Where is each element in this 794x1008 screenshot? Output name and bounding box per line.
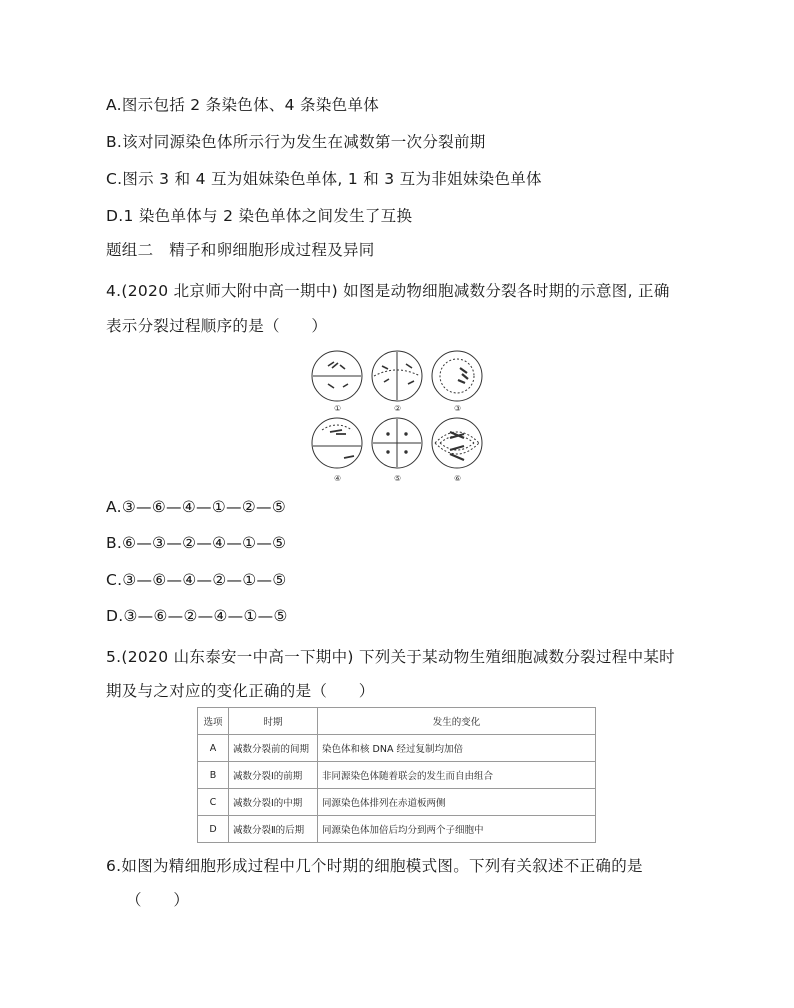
table-cell: 减数分裂Ⅰ的前期: [229, 762, 318, 789]
cell-6-label: ⑥: [454, 474, 462, 483]
table-header-row: [198, 708, 596, 735]
cell-3: [432, 351, 482, 401]
option-4a: A.③—⑥—④—①—②—⑤: [106, 498, 287, 516]
table-cell: 同源染色体排列在赤道板两侧: [318, 789, 596, 816]
cell-4: [312, 418, 362, 468]
section-heading: 题组二 精子和卵细胞形成过程及异同: [106, 241, 375, 259]
table-row: [198, 816, 596, 843]
table-cell: 染色体和核 DNA 经过复制均加倍: [318, 735, 596, 762]
cell-1-label: ①: [334, 404, 342, 413]
q6-stem-line2: （ ）: [126, 891, 190, 909]
option-4b: B.⑥—③—②—④—①—⑤: [106, 534, 287, 552]
table-cell: 同源染色体加倍后均分到两个子细胞中: [318, 816, 596, 843]
table-cell: D: [198, 816, 229, 843]
option-4d: D.③—⑥—②—④—①—⑤: [106, 607, 288, 625]
table-cell: 减数分裂Ⅱ的后期: [229, 816, 318, 843]
table-row: [198, 735, 596, 762]
table-header: 时期: [229, 708, 318, 735]
q4-stem-line1: 4.(2020 北京师大附中高一期中) 如图是动物细胞减数分裂各时期的示意图, 正确: [106, 282, 670, 300]
table-row: [198, 762, 596, 789]
cell-1: [312, 351, 362, 401]
cell-5-label: ⑤: [394, 474, 402, 483]
q5-stem-line2: 期及与之对应的变化正确的是（ ）: [106, 682, 375, 700]
table-cell: 减数分裂Ⅰ的中期: [229, 789, 318, 816]
table-row: [198, 789, 596, 816]
table-cell: C: [198, 789, 229, 816]
cell-6: [432, 418, 482, 468]
q5-stem-line1: 5.(2020 山东泰安一中高一下期中) 下列关于某动物生殖细胞减数分裂过程中某时: [106, 648, 675, 666]
option-3b: B.该对同源染色体所示行为发生在减数第一次分裂前期: [106, 133, 486, 151]
q4-stem-line2: 表示分裂过程顺序的是（ ）: [106, 317, 328, 335]
option-3c: C.图示 3 和 4 互为姐妹染色单体, 1 和 3 互为非姐妹染色单体: [106, 170, 542, 188]
meiosis-figure: [310, 346, 485, 486]
table-header: 选项: [198, 708, 229, 735]
table-header: 发生的变化: [318, 708, 596, 735]
cell-2: [372, 351, 422, 401]
cell-5: [372, 418, 422, 468]
cell-3-label: ③: [454, 404, 462, 413]
option-4c: C.③—⑥—④—②—①—⑤: [106, 571, 287, 589]
option-3d: D.1 染色单体与 2 染色单体之间发生了互换: [106, 207, 413, 225]
option-3a: A.图示包括 2 条染色体、4 条染色单体: [106, 96, 380, 114]
cell-2-label: ②: [394, 404, 402, 413]
table-cell: B: [198, 762, 229, 789]
q6-stem-line1: 6.如图为精细胞形成过程中几个时期的细胞模式图。下列有关叙述不正确的是: [106, 857, 643, 875]
q5-table: [197, 707, 596, 843]
table-cell: A: [198, 735, 229, 762]
cell-4-label: ④: [334, 474, 342, 483]
table-cell: 非同源染色体随着联会的发生而自由组合: [318, 762, 596, 789]
table-cell: 减数分裂前的间期: [229, 735, 318, 762]
